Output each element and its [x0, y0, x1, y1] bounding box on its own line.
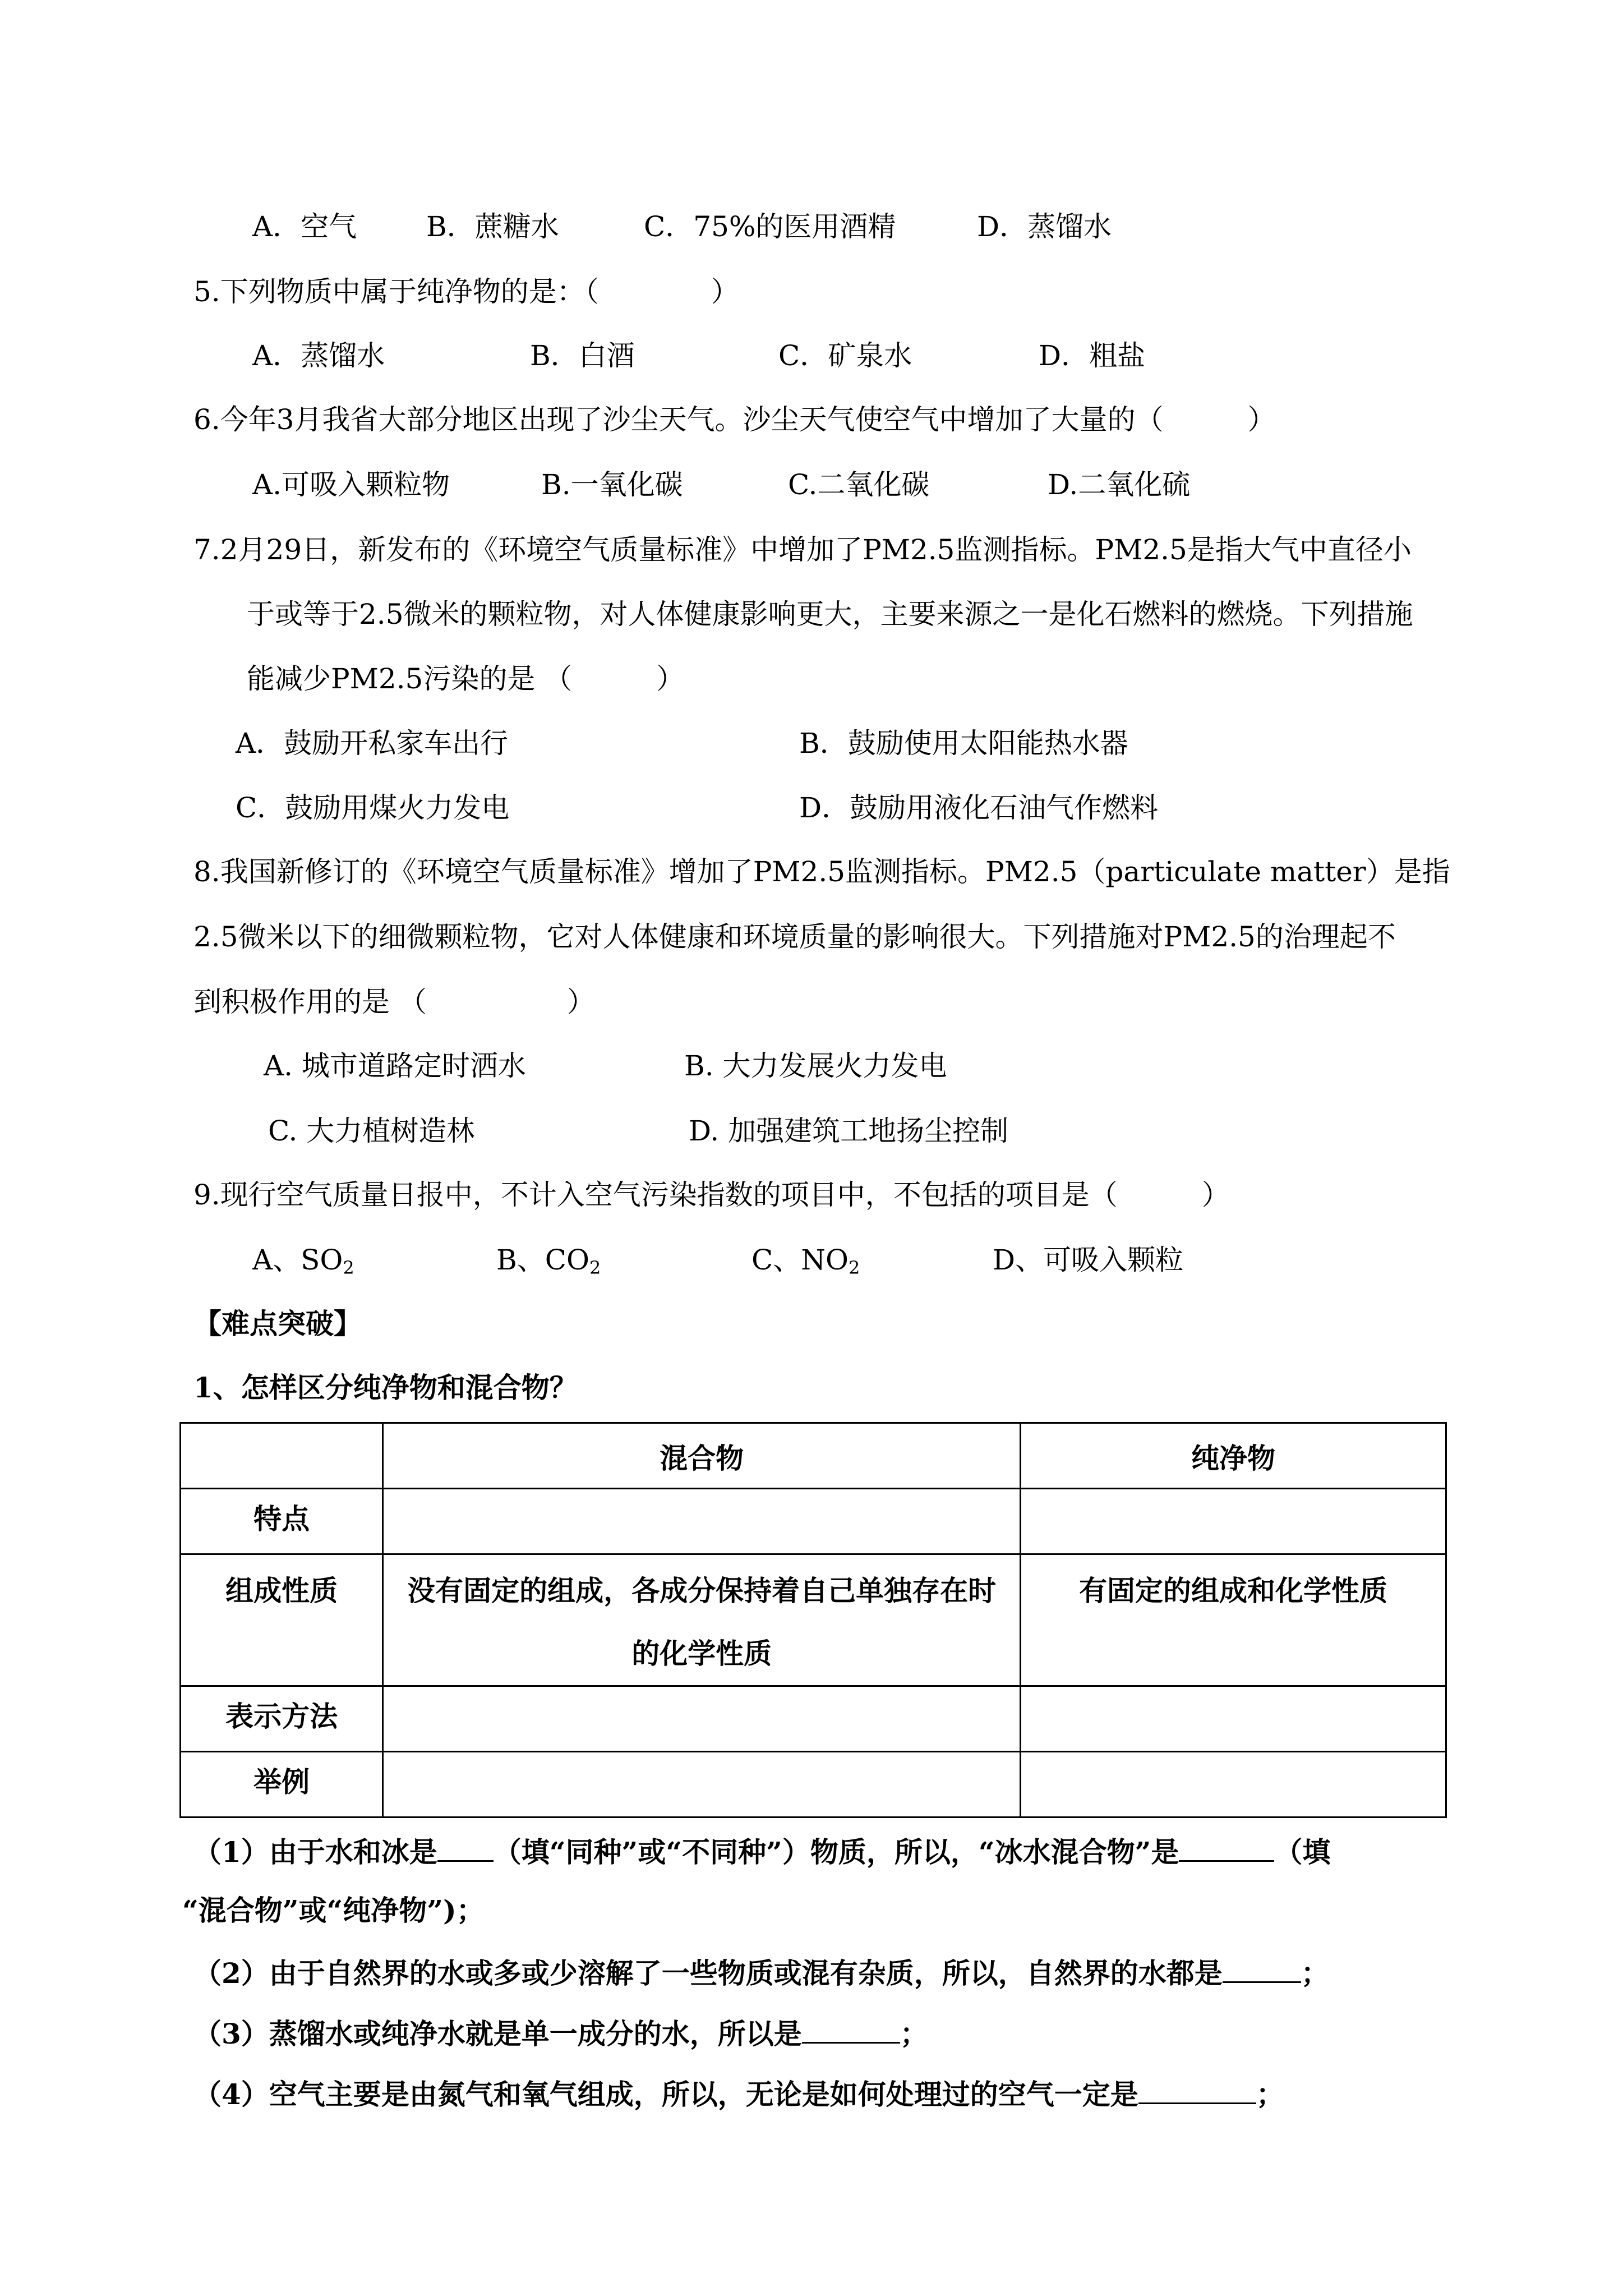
q5-option-b: B．白酒: [530, 339, 635, 372]
q5-option-d: D．粗盐: [1039, 339, 1146, 372]
composition-mixture-line1: 没有固定的组成，各成分保持着自己单独存在时: [407, 1574, 997, 1607]
q6-option-c: C.二氧化碳: [788, 468, 930, 501]
q8-option-a: A. 城市道路定时洒水: [264, 1050, 526, 1082]
q5-option-a: A．蒸馏水: [252, 339, 385, 372]
q7-stem-line2: 于或等于2.5微米的颗粒物，对人体健康影响更大，主要来源之一是化石燃料的燃烧。下列措施: [247, 598, 1413, 631]
row-label-features: 特点: [181, 1489, 383, 1554]
fill-q3-blank[interactable]: [802, 2015, 900, 2044]
table-header-cell: [181, 1423, 383, 1489]
fill-q4-blank[interactable]: [1138, 2076, 1256, 2104]
cell-composition-pure: 有固定的组成和化学性质: [1021, 1554, 1446, 1686]
q8-stem-line2: 2.5微米以下的细微颗粒物，它对人体健康和环境质量的影响很大。下列措施对PM2.5的治理起不: [193, 921, 1396, 953]
q6-stem: 6.今年3月我省大部分地区出现了沙尘天气。沙尘天气使空气中增加了大量的（ ）: [193, 403, 1276, 436]
cell-examples-mixture[interactable]: [383, 1752, 1021, 1818]
cell-composition-mixture: [383, 1554, 1021, 1686]
q7-option-b: B．鼓励使用太阳能热水器: [799, 727, 1128, 760]
row-label-examples: 举例: [181, 1752, 383, 1818]
q7-option-c: C．鼓励用煤火力发电: [236, 792, 510, 824]
cell-notation-pure[interactable]: [1021, 1686, 1446, 1752]
q9-option-d: D、可吸入颗粒: [993, 1244, 1184, 1276]
fill-q1-blank-2[interactable]: [1179, 1833, 1274, 1862]
q7-option-d: D．鼓励用液化石油气作燃料: [799, 792, 1159, 824]
q4-option-b: B．蔗糖水: [426, 210, 559, 243]
table-row: [181, 1752, 1446, 1818]
fill-q2: （2）由于自然界的水或多或少溶解了一些物质或混有杂质，所以，自然界的水都是 ；: [193, 1954, 1329, 1990]
q4-option-d: D．蒸馏水: [977, 210, 1112, 243]
fill-q1-line2: “混合物”或“纯净物”)；: [182, 1894, 485, 1927]
q6-option-d: D.二氧化硫: [1048, 468, 1191, 501]
q9-option-a: A、$SO_2$: [252, 1244, 354, 1278]
row-label-notation: 表示方法: [181, 1686, 383, 1752]
table-header-row: [181, 1423, 1446, 1489]
q8-option-c: C. 大力植树造林: [268, 1115, 475, 1147]
q8-option-b: B. 大力发展火力发电: [684, 1050, 947, 1082]
q4-option-a: A．空气: [252, 210, 357, 243]
q8-option-d: D. 加强建筑工地扬尘控制: [689, 1115, 1009, 1147]
q8-stem-line1: 8.我国新修订的《环境空气质量标准》增加了PM2.5监测指标。PM2.5（particulate matter）是指: [193, 855, 1450, 888]
q9-option-c: C、$NO_2$: [751, 1244, 860, 1278]
fill-q3: （3）蒸馏水或纯净水就是单一成分的水，所以是 ；: [193, 2015, 928, 2051]
fill-q1-blank-1[interactable]: [437, 1833, 494, 1862]
table-header-pure: 纯净物: [1021, 1423, 1446, 1489]
q7-stem-line3: 能减少PM2.5污染的是 （ ）: [247, 662, 685, 695]
cell-features-pure[interactable]: [1021, 1489, 1446, 1554]
q6-option-b: B.一氧化碳: [541, 468, 683, 501]
cell-notation-mixture[interactable]: [383, 1686, 1021, 1752]
q8-stem-line3: 到积极作用的是 （ ）: [193, 986, 595, 1018]
comparison-table: [179, 1422, 1447, 1818]
q5-stem: 5.下列物质中属于纯净物的是：（ ）: [193, 275, 739, 308]
q9-stem: 9.现行空气质量日报中，不计入空气污染指数的项目中，不包括的项目是（ ）: [193, 1179, 1230, 1211]
q7-option-a: A．鼓励开私家车出行: [236, 727, 509, 760]
cell-examples-pure[interactable]: [1021, 1752, 1446, 1818]
table-row: [181, 1554, 1446, 1686]
cell-features-mixture[interactable]: [383, 1489, 1021, 1554]
q6-option-a: A.可吸入颗粒物: [252, 468, 450, 501]
q9-option-b: B、$CO_2$: [496, 1244, 601, 1278]
fill-q2-blank[interactable]: [1223, 1954, 1301, 1983]
q7-stem-line1: 7.2月29日，新发布的《环境空气质量标准》中增加了PM2.5监测指标。PM2.5是指大气中直径小: [193, 533, 1412, 566]
table-row: [181, 1686, 1446, 1752]
section-subtitle: 1、怎样区分纯净物和混合物？: [193, 1371, 578, 1404]
composition-mixture-line2: 的化学性质: [631, 1637, 772, 1670]
section-title: 【难点突破】: [193, 1307, 362, 1340]
q5-option-c: C．矿泉水: [778, 339, 912, 372]
q4-option-c: C．75%的医用酒精: [644, 210, 896, 243]
row-label-composition: 组成性质: [181, 1554, 383, 1686]
table-header-mixture: 混合物: [383, 1423, 1021, 1489]
fill-q4: （4）空气主要是由氮气和氧气组成，所以，无论是如何处理过的空气一定是 ；: [193, 2076, 1284, 2111]
fill-q1-line1: （1）由于水和冰是 （填“同种”或“不同种”）物质，所以，“冰水混合物”是 （填: [193, 1833, 1330, 1869]
table-row: [181, 1489, 1446, 1554]
